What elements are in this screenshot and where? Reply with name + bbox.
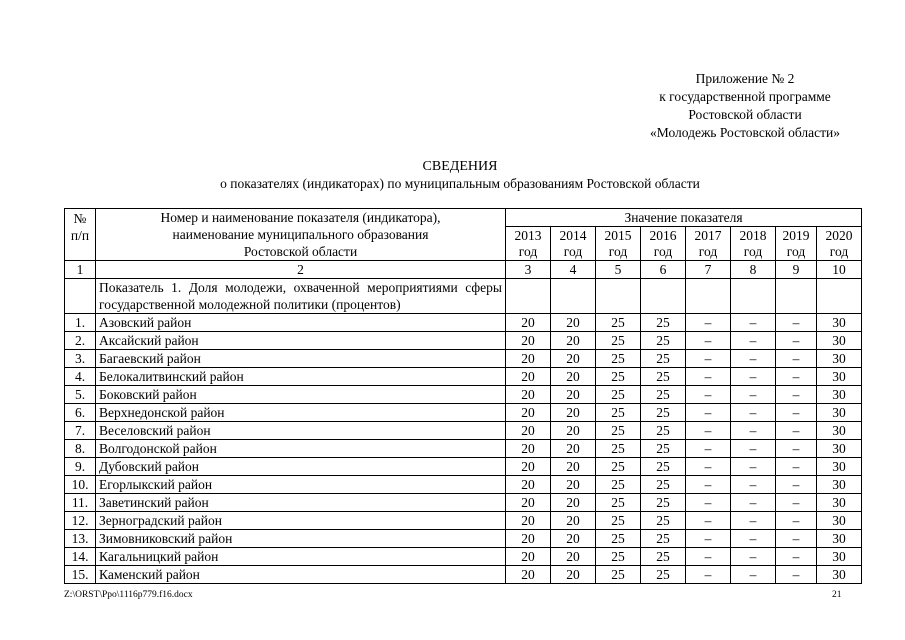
header-year-2016: 2016 <box>641 227 686 244</box>
value-cell: 20 <box>506 386 551 404</box>
value-cell: 30 <box>817 476 862 494</box>
value-cell: 30 <box>817 314 862 332</box>
value-cell: – <box>686 494 731 512</box>
indicator-row <box>65 279 862 314</box>
column-number: 1 <box>65 261 96 279</box>
value-cell: 20 <box>551 548 596 566</box>
value-cell: 20 <box>551 494 596 512</box>
table-row <box>65 368 862 386</box>
value-cell: – <box>731 422 776 440</box>
table-row <box>65 386 862 404</box>
value-cell: 20 <box>506 368 551 386</box>
table-row <box>65 476 862 494</box>
column-number: 7 <box>686 261 731 279</box>
row-number: 6. <box>65 404 96 422</box>
row-number: 2. <box>65 332 96 350</box>
row-number: 9. <box>65 458 96 476</box>
district-name: Багаевский район <box>96 350 506 368</box>
value-cell: 20 <box>506 440 551 458</box>
value-cell: – <box>731 512 776 530</box>
district-name: Азовский район <box>96 314 506 332</box>
value-cell: 25 <box>641 314 686 332</box>
header-year-unit: год <box>506 244 551 261</box>
district-name: Волгодонской район <box>96 440 506 458</box>
value-cell: 30 <box>817 494 862 512</box>
value-cell: – <box>686 368 731 386</box>
value-cell: – <box>686 422 731 440</box>
indicator-num-cell <box>65 279 96 314</box>
value-cell: – <box>731 494 776 512</box>
value-cell: – <box>686 440 731 458</box>
header-year-unit: год <box>551 244 596 261</box>
value-cell: – <box>686 386 731 404</box>
header-year-2014: 2014 <box>551 227 596 244</box>
title-sub: о показателях (индикаторах) по муниципальным образованиям Ростовской области <box>220 176 700 191</box>
value-cell: 20 <box>551 566 596 584</box>
district-name: Каменский район <box>96 566 506 584</box>
row-number: 5. <box>65 386 96 404</box>
table-row <box>65 566 862 584</box>
table-row <box>65 332 862 350</box>
value-cell: 25 <box>641 566 686 584</box>
value-cell: – <box>731 440 776 458</box>
value-cell: – <box>731 350 776 368</box>
value-cell: – <box>731 458 776 476</box>
value-cell: 25 <box>596 314 641 332</box>
page-number: 21 <box>832 590 842 600</box>
value-cell: 20 <box>551 440 596 458</box>
appendix-line-3: Ростовской области <box>688 107 802 122</box>
table-row <box>65 314 862 332</box>
value-cell: – <box>686 332 731 350</box>
appendix-line-4: «Молодежь Ростовской области» <box>650 125 840 140</box>
header-year-2013: 2013 <box>506 227 551 244</box>
value-cell: 25 <box>641 386 686 404</box>
file-path: Z:\ORST\Ppo\1116p779.f16.docx <box>64 590 193 600</box>
document-title <box>60 158 860 192</box>
value-cell: 25 <box>596 332 641 350</box>
row-number: 15. <box>65 566 96 584</box>
value-cell: 20 <box>506 350 551 368</box>
indicators-table <box>64 208 862 584</box>
header-year-2020: 2020 <box>817 227 862 244</box>
value-cell: 25 <box>596 404 641 422</box>
value-cell: – <box>731 548 776 566</box>
value-cell: – <box>776 404 817 422</box>
value-cell: 25 <box>596 368 641 386</box>
value-cell: – <box>731 404 776 422</box>
appendix-line-1: Приложение № 2 <box>695 71 795 86</box>
value-cell: 20 <box>551 458 596 476</box>
value-cell: 30 <box>817 548 862 566</box>
indicator-value-empty <box>551 279 596 314</box>
value-cell: – <box>776 512 817 530</box>
value-cell: 20 <box>551 350 596 368</box>
value-cell: 30 <box>817 440 862 458</box>
district-name: Аксайский район <box>96 332 506 350</box>
row-number: 11. <box>65 494 96 512</box>
value-cell: – <box>776 386 817 404</box>
indicator-value-empty <box>817 279 862 314</box>
value-cell: 25 <box>596 566 641 584</box>
value-cell: 30 <box>817 512 862 530</box>
value-cell: 25 <box>596 458 641 476</box>
value-cell: – <box>686 314 731 332</box>
value-cell: 25 <box>641 458 686 476</box>
value-cell: – <box>686 458 731 476</box>
table-row <box>65 512 862 530</box>
value-cell: – <box>731 368 776 386</box>
value-cell: – <box>686 512 731 530</box>
value-cell: – <box>776 548 817 566</box>
header-name-l2: наименование муниципального образования <box>172 227 429 242</box>
value-cell: – <box>776 566 817 584</box>
column-number: 8 <box>731 261 776 279</box>
header-year-unit: год <box>776 244 817 261</box>
table-row <box>65 422 862 440</box>
header-value-group: Значение показателя <box>506 209 862 227</box>
indicator-value-empty <box>596 279 641 314</box>
header-row-1 <box>65 209 862 227</box>
district-name: Боковский район <box>96 386 506 404</box>
value-cell: 25 <box>596 530 641 548</box>
row-number: 8. <box>65 440 96 458</box>
value-cell: 20 <box>506 512 551 530</box>
column-number: 4 <box>551 261 596 279</box>
value-cell: 25 <box>641 530 686 548</box>
row-number: 3. <box>65 350 96 368</box>
value-cell: 30 <box>817 386 862 404</box>
value-cell: 20 <box>551 332 596 350</box>
column-number: 5 <box>596 261 641 279</box>
value-cell: – <box>776 314 817 332</box>
value-cell: – <box>686 476 731 494</box>
value-cell: 20 <box>551 386 596 404</box>
district-name: Веселовский район <box>96 422 506 440</box>
value-cell: 20 <box>551 512 596 530</box>
column-number: 3 <box>506 261 551 279</box>
header-year-2017: 2017 <box>686 227 731 244</box>
value-cell: 30 <box>817 566 862 584</box>
value-cell: 20 <box>506 566 551 584</box>
header-year-2018: 2018 <box>731 227 776 244</box>
value-cell: 20 <box>506 422 551 440</box>
value-cell: – <box>731 530 776 548</box>
value-cell: 20 <box>506 332 551 350</box>
value-cell: 25 <box>641 512 686 530</box>
value-cell: 25 <box>641 476 686 494</box>
header-year-unit: год <box>731 244 776 261</box>
value-cell: 25 <box>596 350 641 368</box>
value-cell: 20 <box>506 404 551 422</box>
header-name-l3: Ростовской области <box>243 244 358 259</box>
value-cell: 20 <box>506 548 551 566</box>
header-year-unit: год <box>641 244 686 261</box>
value-cell: 20 <box>551 530 596 548</box>
value-cell: 30 <box>817 350 862 368</box>
appendix-line-2: к государственной программе <box>659 89 831 104</box>
header-year-2019: 2019 <box>776 227 817 244</box>
value-cell: 25 <box>596 422 641 440</box>
value-cell: 30 <box>817 368 862 386</box>
value-cell: – <box>776 458 817 476</box>
table-row <box>65 458 862 476</box>
indicator-name: Показатель 1. Доля молодежи, охваченной мероприятиями сферы государственной молодежной политики (процентов) <box>96 279 506 314</box>
value-cell: 25 <box>641 422 686 440</box>
appendix-note <box>620 70 870 142</box>
row-number: 13. <box>65 530 96 548</box>
value-cell: 20 <box>551 422 596 440</box>
value-cell: 20 <box>551 368 596 386</box>
value-cell: 20 <box>506 476 551 494</box>
value-cell: – <box>731 566 776 584</box>
value-cell: 25 <box>596 548 641 566</box>
value-cell: – <box>776 494 817 512</box>
value-cell: – <box>686 548 731 566</box>
table-row <box>65 350 862 368</box>
value-cell: 25 <box>641 404 686 422</box>
district-name: Верхнедонской район <box>96 404 506 422</box>
value-cell: – <box>776 332 817 350</box>
district-name: Зерноградский район <box>96 512 506 530</box>
value-cell: – <box>731 314 776 332</box>
value-cell: – <box>686 350 731 368</box>
table-row <box>65 404 862 422</box>
indicator-value-empty <box>776 279 817 314</box>
column-number: 10 <box>817 261 862 279</box>
value-cell: – <box>776 368 817 386</box>
table-row <box>65 530 862 548</box>
value-cell: – <box>776 422 817 440</box>
value-cell: – <box>686 404 731 422</box>
header-num-l2: п/п <box>70 227 90 243</box>
value-cell: 30 <box>817 422 862 440</box>
value-cell: 20 <box>551 476 596 494</box>
district-name: Зимовниковский район <box>96 530 506 548</box>
value-cell: 30 <box>817 530 862 548</box>
indicator-value-empty <box>641 279 686 314</box>
header-year-unit: год <box>596 244 641 261</box>
value-cell: 25 <box>641 494 686 512</box>
header-year-unit: год <box>817 244 862 261</box>
value-cell: – <box>776 350 817 368</box>
row-number: 12. <box>65 512 96 530</box>
value-cell: 25 <box>641 332 686 350</box>
column-number: 9 <box>776 261 817 279</box>
title-main: СВЕДЕНИЯ <box>422 159 498 174</box>
value-cell: – <box>686 530 731 548</box>
column-number: 6 <box>641 261 686 279</box>
value-cell: – <box>731 332 776 350</box>
district-name: Белокалитвинский район <box>96 368 506 386</box>
value-cell: – <box>776 530 817 548</box>
value-cell: 20 <box>551 314 596 332</box>
value-cell: 20 <box>506 530 551 548</box>
column-number: 2 <box>96 261 506 279</box>
value-cell: 20 <box>506 314 551 332</box>
indicator-value-empty <box>731 279 776 314</box>
value-cell: 20 <box>551 404 596 422</box>
indicator-value-empty <box>686 279 731 314</box>
value-cell: 30 <box>817 404 862 422</box>
value-cell: 25 <box>641 350 686 368</box>
value-cell: 25 <box>596 476 641 494</box>
value-cell: 25 <box>596 386 641 404</box>
value-cell: 30 <box>817 332 862 350</box>
value-cell: 25 <box>596 494 641 512</box>
column-number-row <box>65 261 862 279</box>
value-cell: 25 <box>596 512 641 530</box>
district-name: Дубовский район <box>96 458 506 476</box>
value-cell: 20 <box>506 494 551 512</box>
row-number: 10. <box>65 476 96 494</box>
table-row <box>65 548 862 566</box>
value-cell: 30 <box>817 458 862 476</box>
header-name-cell <box>96 209 506 261</box>
header-num-cell <box>65 209 96 261</box>
value-cell: – <box>776 440 817 458</box>
value-cell: 20 <box>506 458 551 476</box>
header-year-2015: 2015 <box>596 227 641 244</box>
table-row <box>65 440 862 458</box>
district-name: Кагальницкий район <box>96 548 506 566</box>
value-cell: – <box>731 386 776 404</box>
value-cell: – <box>776 476 817 494</box>
row-number: 14. <box>65 548 96 566</box>
header-year-unit: год <box>686 244 731 261</box>
value-cell: – <box>731 476 776 494</box>
value-cell: 25 <box>641 368 686 386</box>
header-name-l1: Номер и наименование показателя (индикатора), <box>160 210 441 225</box>
indicator-value-empty <box>506 279 551 314</box>
table-row <box>65 494 862 512</box>
value-cell: 25 <box>641 548 686 566</box>
district-name: Заветинский район <box>96 494 506 512</box>
row-number: 4. <box>65 368 96 386</box>
value-cell: – <box>686 566 731 584</box>
value-cell: 25 <box>596 440 641 458</box>
row-number: 1. <box>65 314 96 332</box>
value-cell: 25 <box>641 440 686 458</box>
header-num-l1: № <box>73 210 87 226</box>
district-name: Егорлыкский район <box>96 476 506 494</box>
row-number: 7. <box>65 422 96 440</box>
